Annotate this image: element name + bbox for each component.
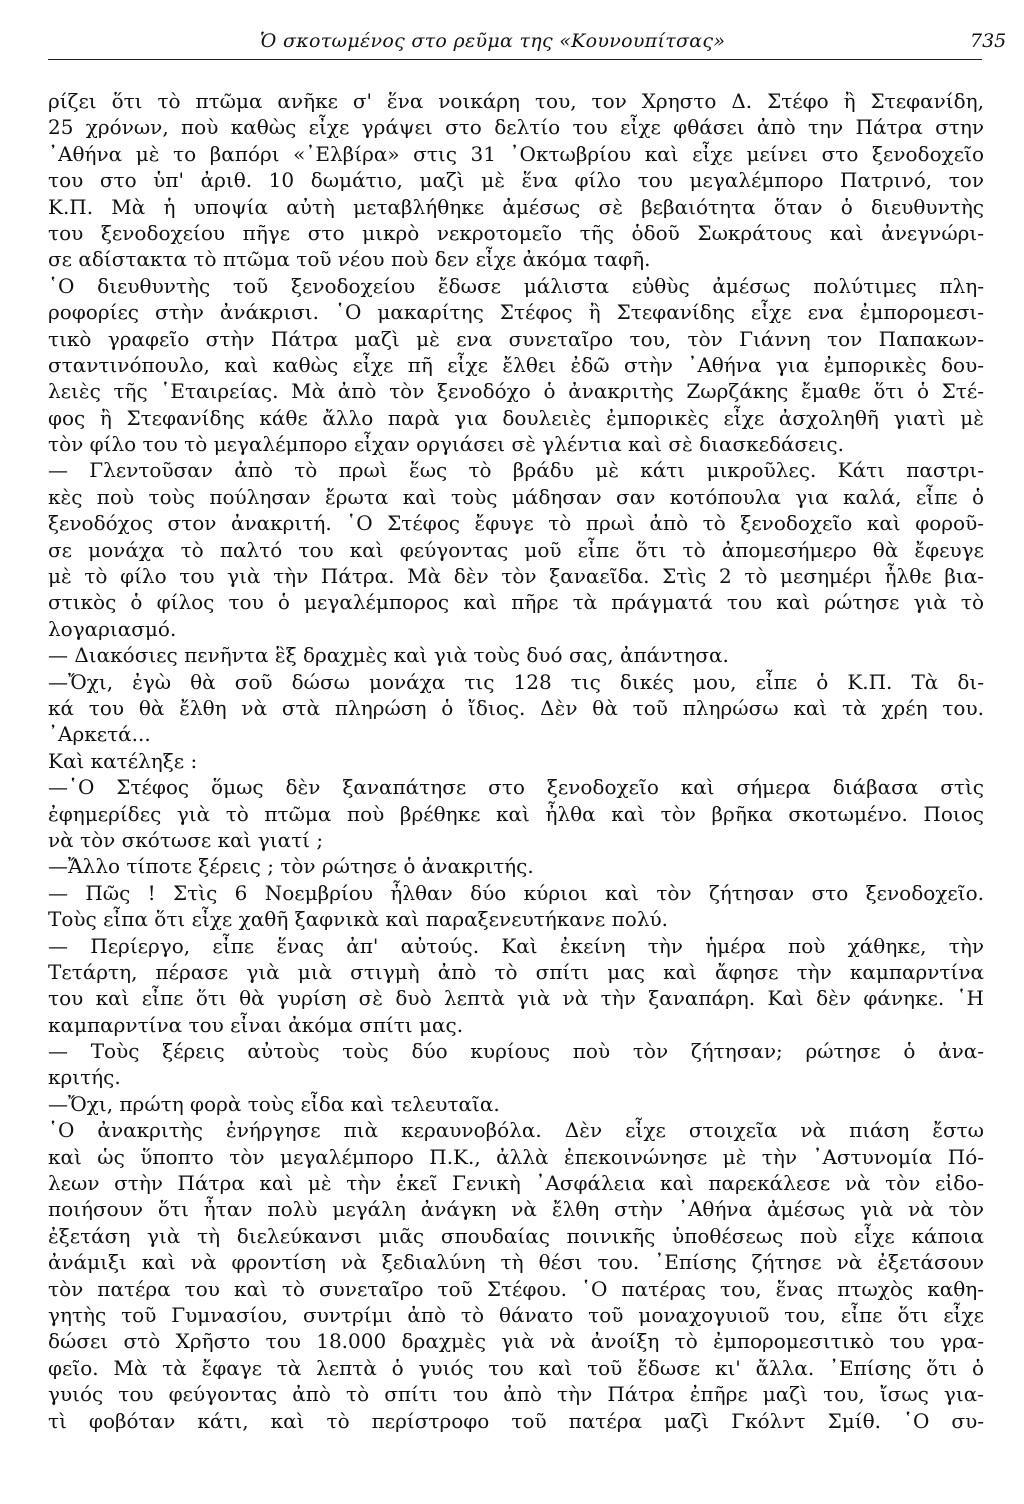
text-line: μὲ τὸ φίλο του γιὰ τὴν Πάτρα. Μὰ δὲν τὸν ξαναεῖδα. Στὶς 2 τὸ μεσημέρι ἦλθε βια-	[48, 564, 984, 589]
text-line: ἐφημερίδες γιὰ τὸ πτῶμα ποὺ βρέθηκε καὶ ἦλθα καὶ τὸν βρῆκα σκοτωμένο. Ποιος	[48, 801, 984, 826]
text-line: σε αδίστακτα τὸ πτῶμα τοῦ νέου ποὺ δεν εἶχε ἀκόμα ταφῆ.	[48, 247, 651, 272]
text-line: — Διακόσιες πενῆντα ἓξ δραχμὲς καὶ γιὰ τοὺς δυό σας, ἀπάντησα.	[48, 643, 729, 668]
text-line: ῾Ο διευθυντὴς τοῦ ξενοδοχείου ἔδωσε μάλιστα εὐθὺς ἀμέσως πολύτιμες πλη-	[48, 273, 984, 298]
text-line: ῾Ο ἀνακριτὴς ἐνήργησε πιὰ κεραυνοβόλα. Δὲν εἶχε στοιχεῖα νὰ πιάση ἔστω	[48, 1118, 984, 1143]
text-line: τικὸ γραφεῖο στὴν Πάτρα μαζὶ μὲ ενα συνεταῖρο του, τὸν Γιάννη τον Παπακων-	[48, 326, 984, 351]
text-line: ρίζει ὅτι τὸ πτῶμα ανῆκε σ' ἕνα νοικάρη του, τον Χρηστο Δ. Στέφο ἢ Στεφανίδη,	[48, 89, 984, 113]
text-line: —Ὄχι, πρώτη φορὰ τοὺς εἶδα καὶ τελευταῖα.	[48, 1091, 500, 1116]
text-line: Τετάρτη, πέρασε γιὰ μιὰ στιγμὴ ἀπὸ τὸ σπίτι μας καὶ ἄφησε τὴν καμπαρντίνα	[48, 959, 984, 984]
text-line: — Περίεργο, εἶπε ἕνας ἀπ' αὐτούς. Καὶ ἐκείνη τὴν ἡμέρα ποὺ χάθηκε, τὴν	[48, 933, 984, 958]
text-line: τὸν φίλο του τὸ μεγαλέμπορο εἶχαν οργιάσει σὲ γλέντια καὶ σὲ διασκεδάσεις.	[48, 432, 844, 457]
text-line: Κ.Π. Μὰ ἡ υποψία αὐτὴ μεταβλήθηκε ἀμέσως σὲ βεβαιότητα ὅταν ὁ διευθυντὴς	[48, 194, 984, 219]
text-line: στικὸς ὁ φίλος του ὁ μεγαλέμπορος καὶ πῆρε τὰ πράγματά του καὶ ρώτησε γιὰ τὸ	[48, 590, 984, 615]
text-line: καὶ ὡς ὕποπτο τὸν μεγαλέμπορο Π.Κ., ἀλλὰ ἐπεκοινώνησε μὲ τὴν ᾿Αστυνομία Πό-	[48, 1144, 984, 1169]
text-line: κά του θὰ ἔλθη νὰ στὰ πληρώση ὁ ἴδιος. Δὲν θὰ τοῦ πληρώσω καὶ τὰ χρέη του.	[48, 695, 984, 720]
text-line: ποιήσουν ὅτι ἦταν πολὺ μεγάλη ἀνάγκη νὰ ἔλθη στὴν ᾿Αθήνα ἀμέσως γιὰ νὰ τὸν	[48, 1197, 984, 1222]
text-line: —Ὄχι, ἐγὼ θὰ σοῦ δώσω μονάχα τις 128 τις δικές μου, εἶπε ὁ Κ.Π. Τὰ δι-	[48, 669, 984, 694]
text-line: —Ἄλλο τίποτε ξέρεις ; τὸν ρώτησε ὁ ἀνακριτής.	[48, 854, 534, 879]
text-line: φος ἢ Στεφανίδης κάθε ἄλλο παρὰ για δουλειὲς ἐμπορικὲς εἶχε ἀσχοληθῆ γιατὶ μὲ	[48, 405, 984, 430]
text-line: — Πῶς ! Στὶς 6 Νοεμβρίου ἦλθαν δύο κύριοι καὶ τὸν ζήτησαν στο ξενοδοχεῖο.	[48, 880, 984, 905]
text-line: σταντινόπουλο, καὶ καθὼς εἶχε πῆ εἶχε ἔλθει ἐδῶ στὴν ᾿Αθήνα για ἐμπορικὲς δου-	[48, 352, 984, 377]
text-line: ᾿Αθήνα μὲ το βαπόρι «᾿Ελβίρα» στις 31 ᾿Οκτωβρίου καὶ εἶχε μείνει στο ξενοδοχεῖο	[48, 141, 984, 166]
text-line: δώσει στὸ Χρῆστο του 18.000 δραχμὲς γιὰ νὰ ἀνοίξη τὸ ἐμπορομεσιτικὸ του γρα-	[48, 1329, 984, 1354]
text-line: καμπαρντίνα του εἶναι ἀκόμα σπίτι μας.	[48, 1012, 464, 1037]
text-line: λεων στὴν Πάτρα καὶ μὲ τὴν ἐκεῖ Γενικὴ ᾿Ασφάλεια καὶ παρεκάλεσε νὰ τὸν εἰδο-	[48, 1171, 984, 1196]
running-title: Ὁ σκοτωμένος στο ρεῦμα της «Κουνουπίτσας»	[260, 30, 726, 52]
text-line: του στο ὑπ' ἀριθ. 10 δωμάτιο, μαζὶ μὲ ἕνα φίλο του μεγαλέμπορο Πατρινό, τον	[48, 168, 984, 193]
text-line: σε μονάχα τὸ παλτό του καὶ φεύγοντας μοῦ εἶπε ὅτι τὸ ἀπομεσήμερο θὰ ἔφευγε	[48, 537, 984, 562]
text-line: 25 χρόνων, ποὺ καθὼς εἶχε γράψει στο δελτίο του εἶχε φθάσει ἀπὸ την Πάτρα στην	[48, 115, 984, 140]
text-line: γητὴς τοῦ Γυμνασίου, συντρίμι ἀπὸ τὸ θάνατο τοῦ μοναχογυιοῦ του, εἶπε ὅτι εἶχε	[48, 1302, 984, 1327]
header-rule	[48, 59, 982, 60]
text-line: γυιός του φεύγοντας ἀπὸ τὸ σπίτι του ἀπὸ τὴν Πάτρα ἐπῆρε μαζὶ του, ἴσως για-	[48, 1382, 984, 1407]
text-line: — Γλεντοῦσαν ἀπὸ τὸ πρωὶ ἕως τὸ βράδυ μὲ κάτι μικροῦλες. Κάτι παστρι-	[48, 458, 984, 483]
text-line: — Τοὺς ξέρεις αὐτοὺς τοὺς δύο κυρίους ποὺ τὸν ζήτησαν; ρώτησε ὁ ἀνα-	[48, 1039, 984, 1064]
text-line: του καὶ εἶπε ὅτι θὰ γυρίση σὲ δυὸ λεπτὰ γιὰ νὰ τὴν ξαναπάρη. Καὶ δὲν φάνηκε. ῾Η	[48, 986, 984, 1011]
text-line: τὶ φοβόταν κάτι, καὶ τὸ περίστροφο τοῦ πατέρα μαζὶ Γκόλντ Σμίθ. ῾Ο συ-	[48, 1408, 984, 1433]
text-line: νὰ τὸν σκότωσε καὶ γιατί ;	[48, 827, 324, 852]
text-line: ξενοδόχος στον ἀνακριτή. ῾Ο Στέφος ἔφυγε τὸ πρωὶ ἀπὸ τὸ ξενοδοχεῖο καὶ φοροῦ-	[48, 511, 984, 536]
text-line: ᾿Αρκετά...	[48, 722, 151, 747]
text-line: Καὶ κατέληξε :	[48, 748, 198, 773]
text-line: τὸν πατέρα του καὶ τὸ συνεταῖρο τοῦ Στέφου. ῾Ο πατέρας του, ἕνας πτωχὸς καθη-	[48, 1276, 984, 1301]
text-line: κριτής.	[48, 1065, 121, 1090]
text-line: φεῖο. Μὰ τὰ ἔφαγε τὰ λεπτὰ ὁ γυιός του καὶ τοῦ ἔδωσε κι' ἄλλα. ᾿Επίσης ὅτι ὁ	[48, 1355, 984, 1380]
text-line: λειὲς τῆς ῾Εταιρείας. Μὰ ἀπὸ τὸν ξενοδόχο ὁ ἀνακριτὴς Ζωρζάκης ἔμαθε ὅτι ὁ Στέ-	[48, 379, 984, 404]
text-line: ροφορίες στὴν ἀνάκρισι. ῾Ο μακαρίτης Στέφος ἢ Στεφανίδης εἶχε ενα ἐμπορομεσι-	[48, 300, 984, 325]
text-line: λογαριασμό.	[48, 616, 177, 641]
text-line: ἀνάμιξι καὶ νὰ φροντίση νὰ ξεδιαλύνη τὴ θέσι του. ᾿Επίσης ζήτησε νὰ ἐξετάσουν	[48, 1250, 984, 1275]
text-line: —῾Ο Στέφος ὅμως δὲν ξαναπάτησε στο ξενοδοχεῖο καὶ σήμερα διάβασα στὶς	[48, 775, 984, 800]
body-text	[48, 88, 984, 1434]
text-line: ἐξετάση γιὰ τὴ διελεύκανσι μιᾶς σπουδαίας ποινικῆς ὑποθέσεως ποὺ εἶχε κάποια	[48, 1223, 984, 1248]
text-line: του ξενοδοχείου πῆγε στο μικρὸ νεκροτομεῖο τῆς ὁδοῦ Σωκράτους καὶ ἀνεγνώρι-	[48, 220, 984, 245]
text-line: Τοὺς εἶπα ὅτι εἶχε χαθῆ ξαφνικὰ καὶ παραξενευτήκανε πολύ.	[48, 907, 669, 932]
page-number: 735	[970, 30, 1007, 52]
page-header	[0, 0, 1024, 60]
text-line: κὲς ποὺ τοὺς πούλησαν ἔρωτα καὶ τοὺς μάδησαν σαν κοτόπουλα για καλά, εἶπε ὁ	[48, 484, 984, 509]
